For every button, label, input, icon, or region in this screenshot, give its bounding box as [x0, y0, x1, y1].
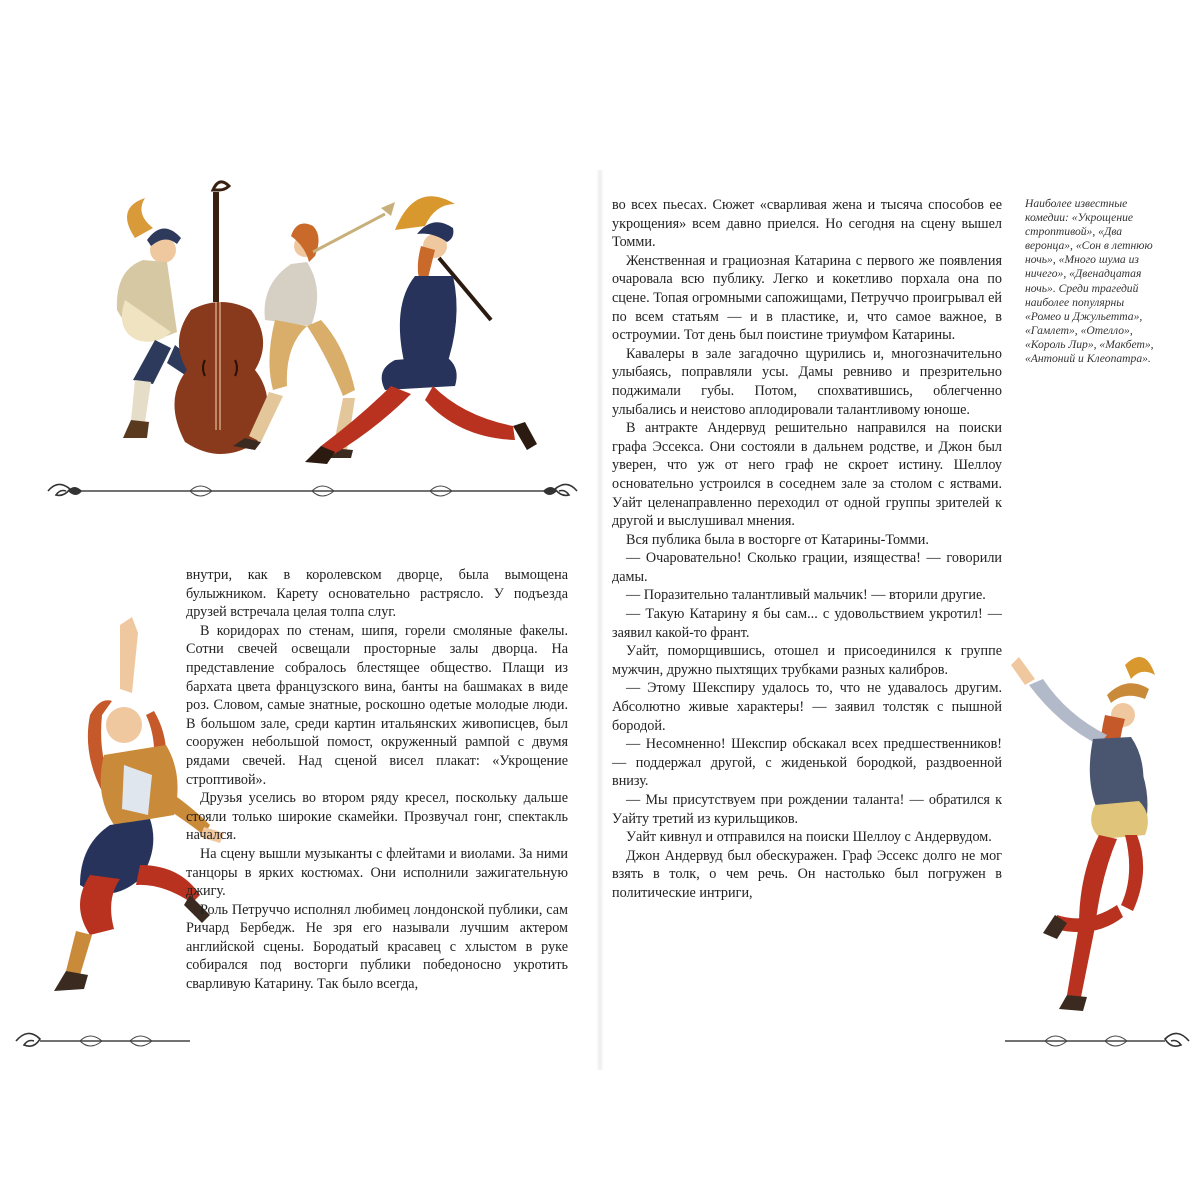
musicians-illustration [95, 180, 565, 480]
right-page-text [612, 196, 1002, 903]
double-bass-instrument [174, 182, 267, 454]
right-paragraph: В антракте Андервуд решительно направился на поиски графа Эссекса. Они состояли в дальнем родстве, и Джон был уверен, что уж от него граф не скроет истину. Шеллоу основательно устроился в соседнем зале за столом с яствами. Уайт целенаправленно переходил от одной группы зрителей к другой и выслушивал мнения. [612, 420, 1002, 530]
ornament-divider-bottom-right [995, 1026, 1195, 1056]
left-paragraph: В коридорах по стенам, шипя, горели смоляные факелы. Сотни свечей освещали просторные залы дворца. На представление собралось блестящее общество. Плащи из бархата цвета французского вина, банты на башмаках в виде роз. Словом, самые знатные, роскошно одетые молодые люди. В большом зале, среди картин итальянских живописцев, был сооружен небольшой помост, окруженный рампой с двумя рядами свечей. Над сценой висел плакат: «Укрощение строптивой». [186, 622, 568, 788]
right-paragraph: — Поразительно талантливый мальчик! — вторили другие. [626, 587, 986, 604]
right-paragraph: Джон Андервуд был обескуражен. Граф Эссекс долго не мог взять в толк, о чем речь. Он настолько был погружен в политические интриги, [612, 847, 1002, 901]
left-paragraph: Друзья уселись во втором ряду кресел, поскольку дальше стояли только широкие скамейки. Прозвучал гонг, спектакль начался. [186, 790, 568, 844]
left-paragraph: На сцену вышли музыканты с флейтами и виолами. За ними танцоры в ярких костюмах. Они исполнили зажигательную джигу. [186, 845, 568, 900]
right-paragraph: Женственная и грациозная Катарина с первого же появления очаровала всю публику. Легко и кокетливо порхала она по сцене. Топая огромными сапожищами, Петруччо проигрывал ей по всем статьям — и в пластике, и, что самое важное, в остроумии. Тот день был поистине триумфом Катарины. [612, 252, 1002, 344]
right-paragraph: во всех пьесах. Сюжет «сварливая жена и тысяча способов ее укрощения» всем давно приелся. Но сегодня на сцену вышел Томми. [612, 197, 1002, 251]
left-page-text [186, 566, 568, 994]
right-paragraph: — Очаровательно! Сколько грации, изящества! — говорили дамы. [612, 550, 1002, 585]
right-paragraph: — Такую Катарину я бы сам... с удовольствием укротил! — заявил какой-то франт. [612, 606, 1002, 641]
sidenote: Наиболее известные комедии: «Укрощение строптивой», «Два веронца», «Сон в летнюю ночь», «Много шума из ничего», «Двенадцатая ночь». Среди трагедий наиболее популярны «Ромео и Джульетта», «Гамлет», «Отелло», «Король Лир», «Макбет», «Антоний и Клеопатра». [1025, 197, 1154, 366]
right-paragraph: — Несомненно! Шекспир обскакал всех предшественников! — поддержал другой, с жиденькой бородкой, раздвоенной внизу. [612, 736, 1002, 790]
right-paragraph: Уайт кивнул и отправился на поиски Шеллоу с Андервудом. [626, 829, 992, 846]
right-paragraph: Вся публика была в восторге от Катарины-Томми. [626, 531, 929, 548]
dancer-right-illustration [995, 655, 1165, 1035]
right-paragraph: — Мы присутствуем при рождении таланта! — обратился к Уайту третий из курильщиков. [612, 792, 1002, 827]
right-paragraph: — Этому Шекспиру удалось то, что не удавалось другим. Абсолютно живые характеры! — заявил толстяк с пышной бородой. [612, 680, 1002, 734]
right-paragraph: Кавалеры в зале загадочно щурились и, многозначительно улыбаясь, поправляли усы. Дамы ревниво и презрительно поджимали губы. Потом, спохватившись, облегченно улыбались и неистово аплодировали талантливому юноше. [612, 345, 1002, 418]
ornament-divider-top [40, 478, 585, 504]
book-gutter [596, 170, 604, 1070]
ornament-divider-bottom-left [10, 1026, 200, 1056]
right-paragraph: Уайт, поморщившись, отошел и присоединился к группе мужчин, дружно пыхтящих трубками разных калибров. [612, 643, 1002, 678]
left-paragraph: Роль Петруччо исполнял любимец лондонской публики, сам Ричард Бербедж. Не зря его называли лучшим актером английской сцены. Бородатый красавец с хлыстом в руке собирался под восторги публики победоносно укротить сварливую Катарину. Так было всегда, [186, 901, 568, 993]
left-paragraph: внутри, как в королевском дворце, была вымощена булыжником. Карету основательно растрясло. У подъезда друзей встречала целая толпа слуг. [186, 567, 568, 621]
